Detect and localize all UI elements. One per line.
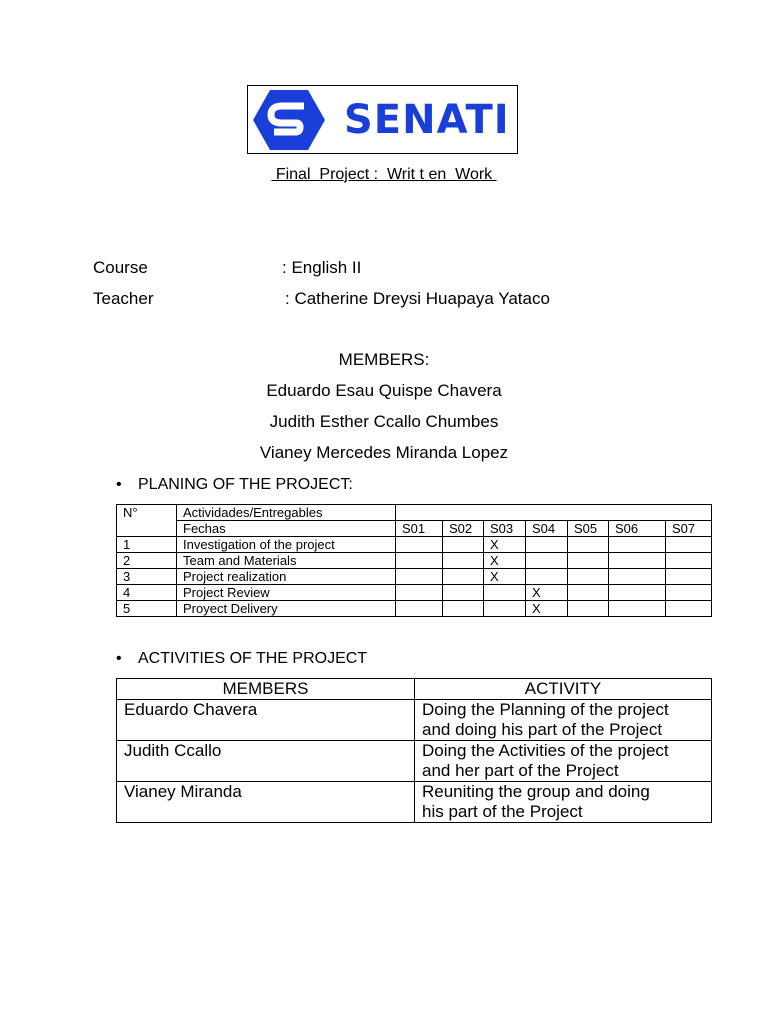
table-cell — [568, 585, 609, 601]
table-cell: S03 — [484, 521, 526, 537]
table-cell: X — [526, 585, 568, 601]
table-cell — [568, 601, 609, 617]
course-label: Course — [93, 258, 148, 277]
table-cell: N° — [117, 505, 177, 521]
table-cell — [117, 521, 177, 537]
table-cell: X — [526, 601, 568, 617]
activity-line: Doing the Planning of the project — [422, 700, 669, 719]
member-name: Eduardo Esau Quispe Chavera — [266, 381, 502, 400]
members-heading: MEMBERS: — [338, 350, 430, 369]
table-cell: Project Review — [177, 585, 396, 601]
document-title — [0, 166, 768, 184]
table-cell: X — [484, 553, 526, 569]
table-row — [117, 601, 712, 617]
table-cell: X — [484, 537, 526, 553]
teacher-value: : Catherine Dreysi Huapaya Yataco — [285, 289, 550, 308]
table-cell: Actividades/Entregables — [177, 505, 396, 521]
activities-heading — [116, 650, 367, 668]
activity-line: his part of the Project — [422, 802, 583, 821]
planning-table — [116, 504, 712, 617]
table-cell: 1 — [117, 537, 177, 553]
table-cell — [568, 569, 609, 585]
activity-line: Reuniting the group and doing — [422, 782, 650, 801]
table-cell — [666, 537, 712, 553]
table-cell — [526, 553, 568, 569]
member-cell: Judith Ccallo — [117, 741, 415, 782]
table-row — [117, 700, 712, 741]
table-cell: S05 — [568, 521, 609, 537]
table-cell — [526, 569, 568, 585]
member-cell: Eduardo Chavera — [117, 700, 415, 741]
table-cell — [526, 537, 568, 553]
table-cell: 4 — [117, 585, 177, 601]
table-cell — [666, 569, 712, 585]
table-cell: Team and Materials — [177, 553, 396, 569]
table-cell: S06 — [609, 521, 666, 537]
column-header-members: MEMBERS — [117, 679, 415, 700]
member-cell: Vianey Miranda — [117, 782, 415, 823]
senati-emblem-icon — [252, 89, 326, 151]
activity-cell — [415, 700, 712, 741]
table-row — [117, 741, 712, 782]
table-cell — [484, 601, 526, 617]
bullet-icon: • — [116, 650, 122, 667]
table-cell: Proyect Delivery — [177, 601, 396, 617]
teacher-label: Teacher — [93, 289, 154, 308]
member-name: Judith Esther Ccallo Chumbes — [269, 412, 499, 431]
table-cell: Investigation of the project — [177, 537, 396, 553]
table-row — [117, 782, 712, 823]
senati-logo — [247, 85, 518, 154]
table-cell — [443, 601, 484, 617]
planning-heading — [116, 476, 353, 494]
table-cell — [609, 537, 666, 553]
table-cell — [396, 553, 443, 569]
activities-heading-text: ACTIVITIES OF THE PROJECT — [138, 650, 368, 667]
table-cell — [443, 553, 484, 569]
table-cell: Fechas — [177, 521, 396, 537]
planning-heading-text: PLANING OF THE PROJECT: — [138, 476, 353, 493]
table-cell — [609, 569, 666, 585]
table-cell: S01 — [396, 521, 443, 537]
member-name: Vianey Mercedes Miranda Lopez — [259, 443, 509, 462]
table-cell — [443, 537, 484, 553]
table-cell — [666, 601, 712, 617]
table-cell — [609, 585, 666, 601]
table-cell — [484, 585, 526, 601]
table-cell — [443, 585, 484, 601]
planning-header-row — [117, 505, 712, 521]
activities-header-row — [117, 679, 712, 700]
table-cell: S02 — [443, 521, 484, 537]
bullet-icon: • — [116, 476, 122, 493]
activity-cell — [415, 782, 712, 823]
table-cell — [568, 553, 609, 569]
document-title-text: Final Project : Writ t en Work — [271, 166, 497, 183]
table-cell: S07 — [666, 521, 712, 537]
planning-header-row — [117, 521, 712, 537]
table-cell — [666, 553, 712, 569]
course-value: : English II — [282, 258, 362, 277]
table-cell: Project realization — [177, 569, 396, 585]
activity-cell — [415, 741, 712, 782]
table-row — [117, 537, 712, 553]
table-cell: S04 — [526, 521, 568, 537]
column-header-activity: ACTIVITY — [415, 679, 712, 700]
table-cell: 2 — [117, 553, 177, 569]
table-cell — [396, 601, 443, 617]
table-cell: 5 — [117, 601, 177, 617]
table-cell — [396, 505, 712, 521]
activities-table — [116, 678, 712, 823]
senati-wordmark: SENATI — [344, 96, 510, 143]
activity-line: and her part of the Project — [422, 761, 619, 780]
table-cell — [568, 537, 609, 553]
table-cell — [609, 553, 666, 569]
table-cell — [609, 601, 666, 617]
table-cell — [666, 585, 712, 601]
activity-line: Doing the Activities of the project — [422, 741, 669, 760]
table-cell — [396, 585, 443, 601]
table-cell: X — [484, 569, 526, 585]
table-row — [117, 585, 712, 601]
table-cell: 3 — [117, 569, 177, 585]
table-cell — [443, 569, 484, 585]
table-row — [117, 569, 712, 585]
table-cell — [396, 537, 443, 553]
activity-line: and doing his part of the Project — [422, 720, 663, 739]
table-cell — [396, 569, 443, 585]
table-row — [117, 553, 712, 569]
